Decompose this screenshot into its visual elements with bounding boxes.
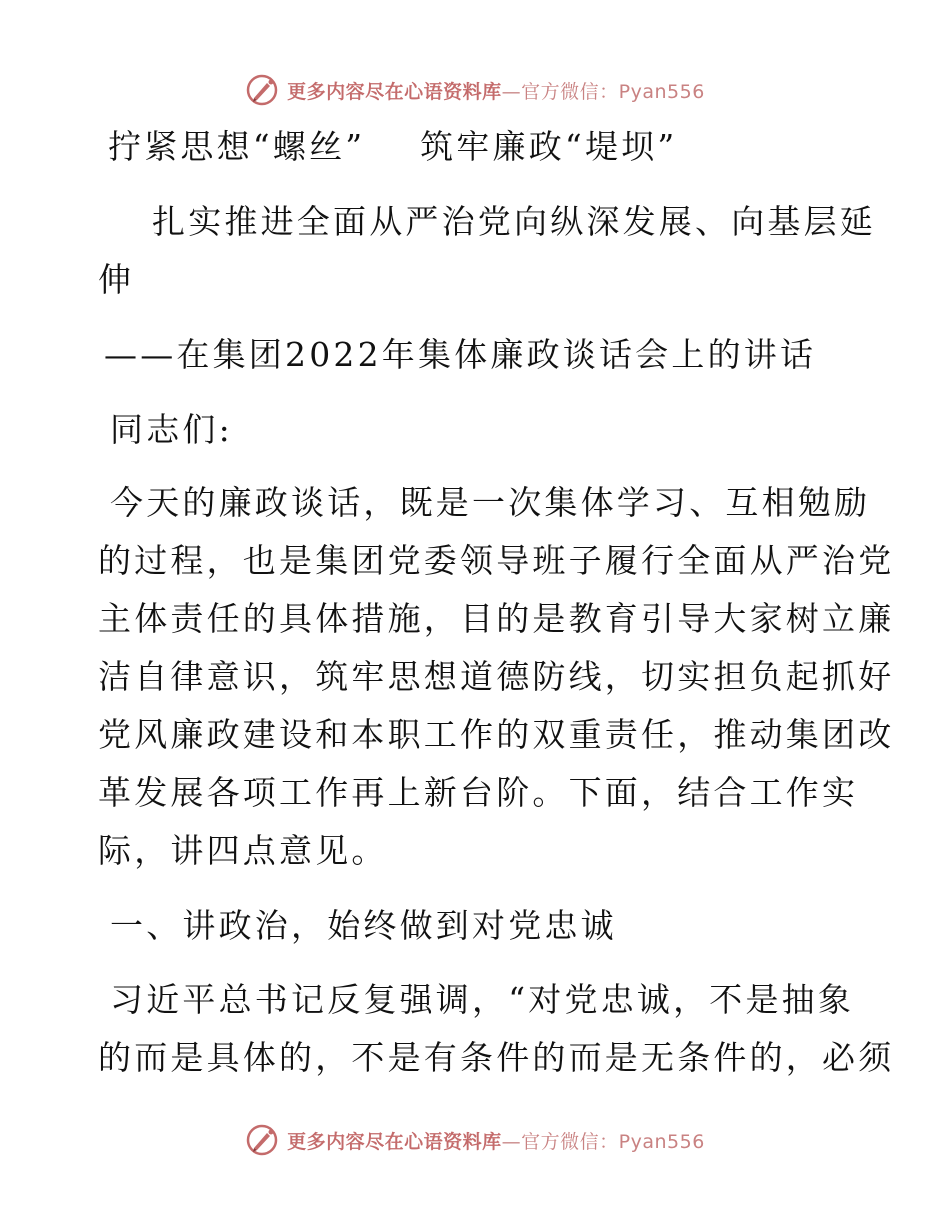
- document-title: 拧紧思想“螺丝” 筑牢廉政“堤坝”: [108, 127, 678, 166]
- paragraph-1-line: 今天的廉政谈话，既是一次集体学习、互相勉励: [110, 483, 871, 522]
- paragraph-2-line: 习近平总书记反复强调，“对党忠诚，不是抽象: [110, 980, 855, 1019]
- pen-logo-icon: [245, 1123, 279, 1157]
- watermark-text: [287, 1127, 705, 1154]
- paragraph-1-line: 洁自律意识，筑牢思想道德防线，切实担负起抓好: [98, 657, 895, 696]
- paragraph-1-line: 际，讲四点意见。: [98, 831, 388, 870]
- watermark-contact: 官方微信：Pyan556: [521, 80, 705, 103]
- paragraph-2-line: 的而是具体的，不是有条件的而是无条件的，必须: [98, 1038, 895, 1077]
- watermark-separator: —: [501, 1130, 522, 1153]
- watermark-footer: [0, 1120, 950, 1160]
- paragraph-1-line: 党风廉政建设和本职工作的双重责任，推动集团改: [98, 715, 895, 754]
- paragraph-1-line: 主体责任的具体措施，目的是教育引导大家树立廉: [98, 599, 895, 638]
- paragraph-1-line: 革发展各项工作再上新台阶。下面，结合工作实: [98, 773, 859, 812]
- document-occasion: ——在集团2022年集体廉政谈话会上的讲话: [104, 335, 817, 374]
- document-subtitle-line-2: 伸: [98, 260, 135, 299]
- watermark-main: 更多内容尽在心语资料库: [287, 80, 502, 103]
- watermark-separator: —: [501, 80, 522, 103]
- watermark-header: [0, 70, 950, 110]
- pen-logo-icon: [245, 73, 279, 107]
- watermark-main: 更多内容尽在心语资料库: [287, 1130, 502, 1153]
- watermark-contact: 官方微信：Pyan556: [521, 1130, 705, 1153]
- section-heading-1: 一、讲政治，始终做到对党忠诚: [110, 906, 617, 945]
- document-subtitle-line-1: 扎实推进全面从严治党向纵深发展、向基层延: [152, 202, 876, 241]
- watermark-text: [287, 77, 705, 104]
- paragraph-1-line: 的过程，也是集团党委领导班子履行全面从严治党: [98, 541, 895, 580]
- salutation: 同志们:: [110, 410, 233, 449]
